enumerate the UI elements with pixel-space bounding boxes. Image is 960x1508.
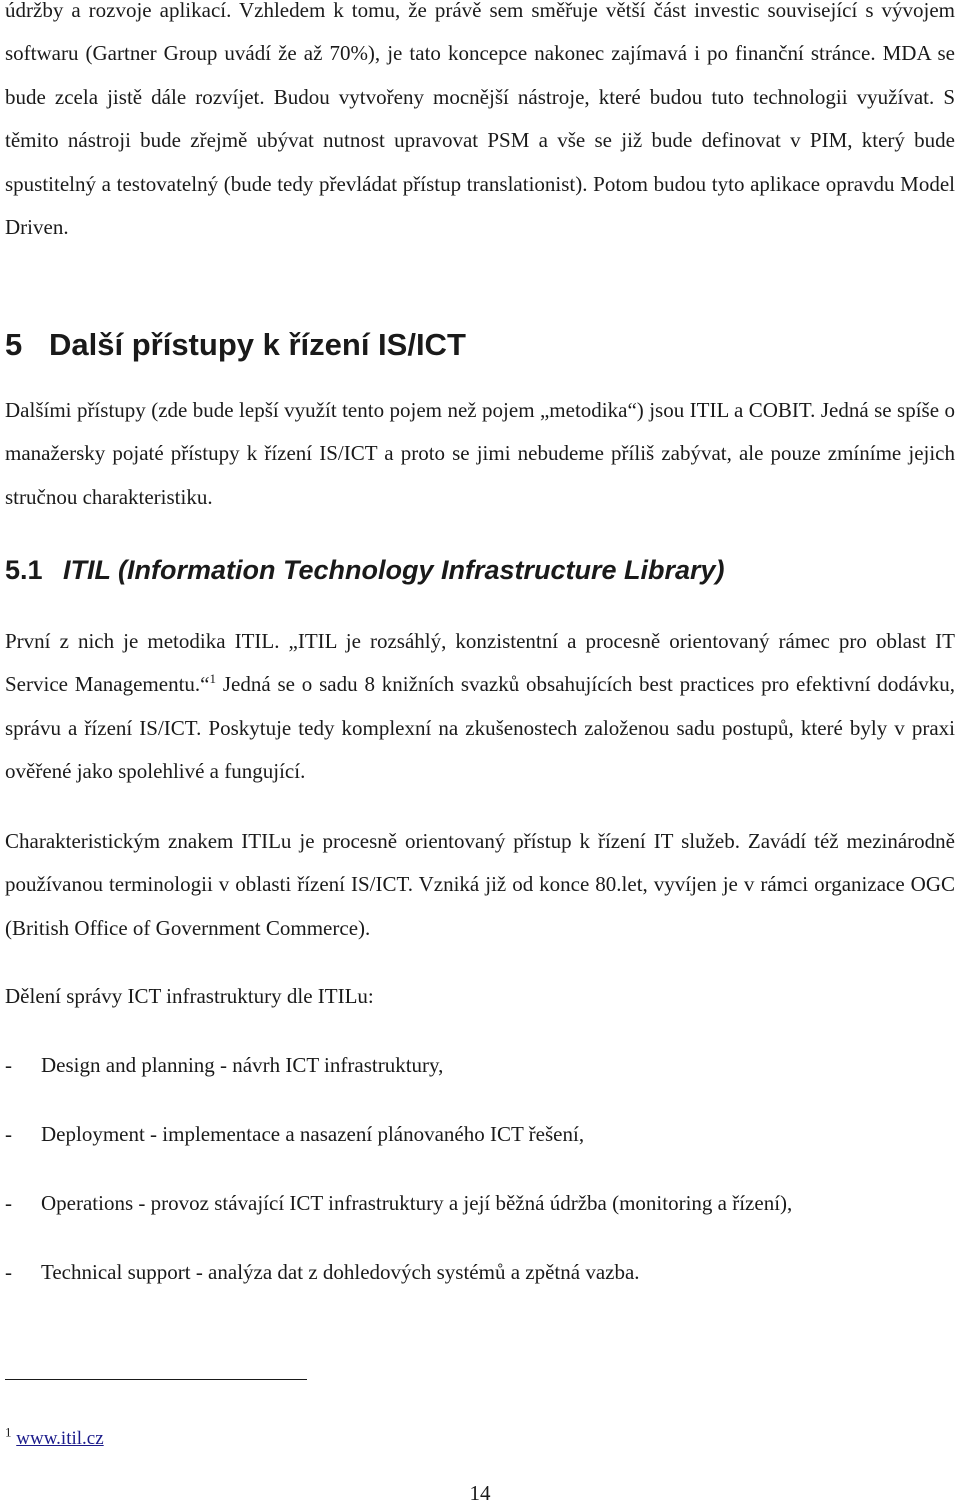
list-dash: - bbox=[5, 1260, 12, 1284]
list-item bbox=[5, 1044, 955, 1087]
itil-intro-text-continued: Jedná se o sadu 8 knižních svazků obsahujících best practices pro efektivní dodávku, správu a řízení IS/ICT. Poskytuje tedy komplexní na zkušenostech založenou sadu postupů, které byly v praxi ověřené jako spolehlivé a fungující. bbox=[5, 672, 955, 784]
footnote bbox=[5, 1424, 104, 1454]
list-item-text: Technical support - analýza dat z dohledových systémů a zpětná vazba. bbox=[41, 1260, 640, 1284]
section-5-1-number: 5.1 bbox=[5, 555, 43, 585]
section-5-1-heading bbox=[5, 548, 725, 592]
footnote-ref[interactable]: 1 bbox=[209, 671, 216, 687]
itil-division-intro: Dělení správy ICT infrastruktury dle ITILu: bbox=[5, 984, 374, 1008]
itil-characteristics-paragraph: Charakteristickým znakem ITILu je procesně orientovaný přístup k řízení IT služeb. Zavádí též mezinárodně používanou terminologii v oblasti řízení IS/ICT. Vzniká již od konce 80.let, vyvíjen je v rámci organizace OGC (British Office of Government Commerce). bbox=[5, 829, 955, 940]
list-item bbox=[5, 1113, 955, 1156]
list-dash: - bbox=[5, 1191, 12, 1215]
list-item-text: Deployment - implementace a nasazení plánovaného ICT řešení, bbox=[41, 1122, 585, 1146]
section-5-paragraph: Dalšími přístupy (zde bude lepší využít tento pojem než pojem „metodika“) jsou ITIL a COBIT. Jedná se spíše o manažersky pojaté přístupy k řízení IS/ICT a proto se jimi nebudeme příliš zabývat, ale pouze zmíníme jejich stručnou charakteristiku. bbox=[5, 398, 955, 509]
list-item-text: Operations - provoz stávající ICT infrastruktury a její běžná údržba (monitoring a řízení), bbox=[41, 1191, 793, 1215]
intro-paragraph: údržby a rozvoje aplikací. Vzhledem k tomu, že právě sem směřuje větší část investic související s vývojem softwaru (Gartner Group uvádí že až 70%), je tato koncepce nakonec zajímavá i po finanční stránce. MDA se bude zcela jistě dále rozvíjet. Budou vytvořeny mocnější nástroje, které budou tuto technologii využívat. S těmito nástroji bude zřejmě ubývat nutnost upravovat PSM a vše se již bude definovat v PIM, který bude spustitelný a testovatelný (bude tedy převládat přístup translationist). Potom budou tyto aplikace opravdu Model Driven. bbox=[5, 0, 955, 240]
list-dash: - bbox=[5, 1122, 12, 1146]
list-item-text: Design and planning - návrh ICT infrastruktury, bbox=[41, 1053, 444, 1077]
itil-division-list bbox=[5, 1044, 955, 1320]
page-number: 14 bbox=[469, 1481, 491, 1505]
list-item bbox=[5, 1251, 955, 1294]
list-dash: - bbox=[5, 1053, 12, 1077]
itil-intro-paragraph bbox=[5, 620, 955, 794]
itil-intro-text: První z nich je metodika ITIL. „ITIL je rozsáhlý, konzistentní a procesně orientovaný rámec pro oblast IT Service Managementu.“ bbox=[5, 629, 955, 697]
section-5-number: 5 bbox=[5, 327, 23, 362]
section-5-title: Další přístupy k řízení IS/ICT bbox=[49, 327, 466, 362]
footnote-mark: 1 bbox=[5, 1424, 12, 1440]
section-5-1-title: ITIL (Information Technology Infrastructure Library) bbox=[63, 555, 725, 585]
footnote-link[interactable]: www.itil.cz bbox=[16, 1428, 104, 1449]
list-item bbox=[5, 1182, 955, 1225]
section-5-heading bbox=[5, 323, 466, 367]
footnote-divider bbox=[5, 1379, 307, 1380]
